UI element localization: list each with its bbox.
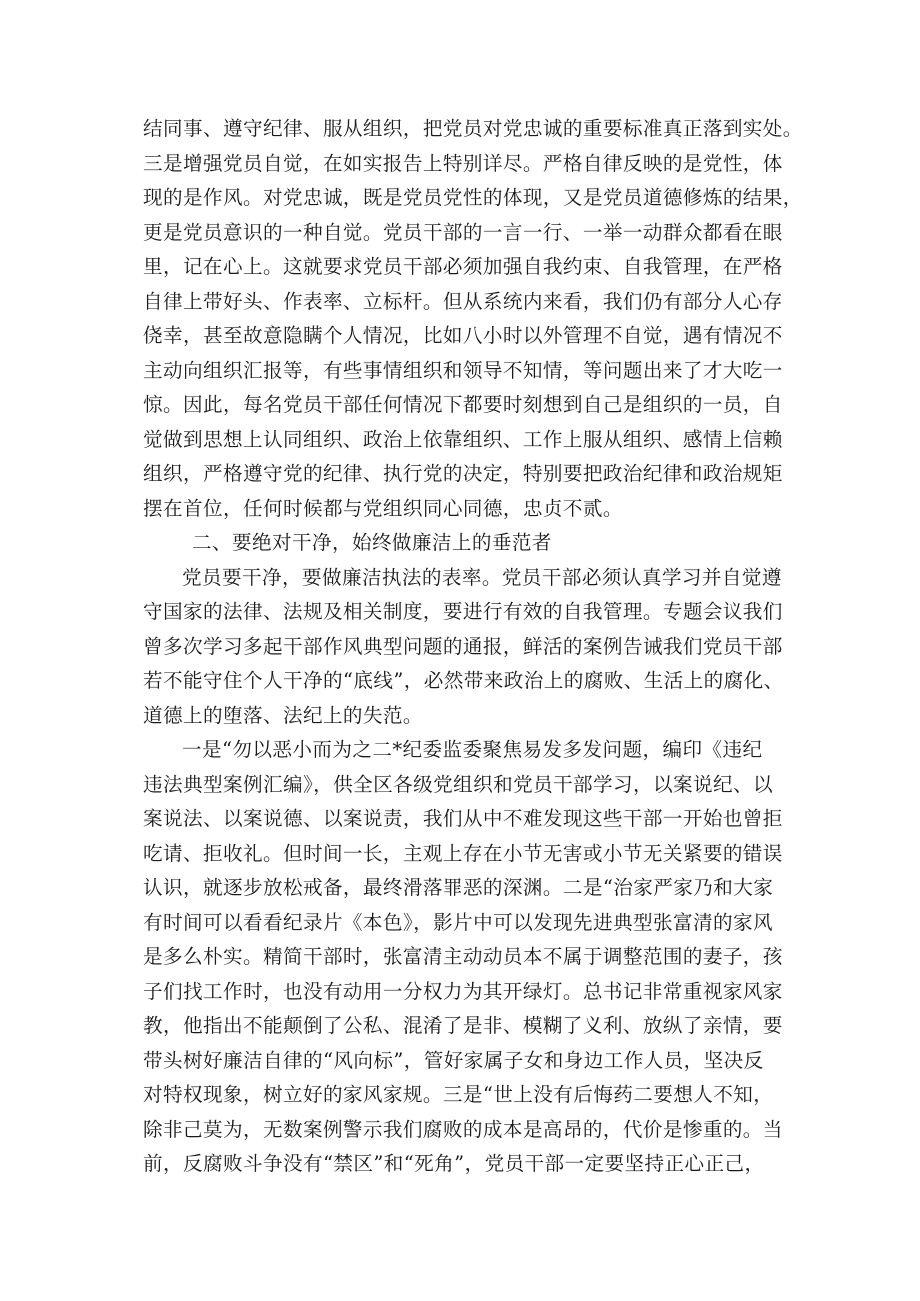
text-line: 子们找工作时，也没有动用一分权力为其开绿灯。总书记非常重视家风家 <box>143 979 783 1003</box>
text-line: 吃请、拒收礼。但时间一长，主观上存在小节无害或小节无关紧要的错误 <box>143 841 783 865</box>
section-heading: 二、要绝对干净，始终做廉洁上的垂范者 <box>192 531 552 554</box>
body-text <box>143 112 803 1182</box>
text-line: 违法典型案例汇编》，供全区各级党组织和党员干部学习，以案说纪、以 <box>143 772 773 796</box>
text-line: 自律上带好头、作表率、立标杆。但从系统内来看，我们仍有部分人心存 <box>143 289 783 313</box>
text-line: 除非己莫为，无数案例警示我们腐败的成本是高昂的，代价是惨重的。当 <box>143 1117 783 1141</box>
text-line: 案说法、以案说德、以案说责，我们从中不难发现这些干部一开始也曾拒 <box>143 807 783 830</box>
text-line: 是多么朴实。精简干部时，张富清主动动员本不属于调整范围的妻子，孩 <box>143 945 783 968</box>
text-line: 组织，严格遵守党的纪律、执行党的决定，特别要把政治纪律和政治规矩 <box>143 462 783 485</box>
text-line: 带头树好廉洁自律的“风向标”，管好家属子女和身边工作人员，坚决反 <box>143 1048 764 1072</box>
text-line: 侥幸，甚至故意隐瞒个人情况，比如八小时以外管理不自觉，遇有情况不 <box>143 324 783 347</box>
text-line: 现的是作风。对党忠诚，既是党员党性的体现，又是党员道德修炼的结果， <box>143 186 803 209</box>
text-line: 觉做到思想上认同组织、政治上依靠组织、工作上服从组织、感情上信赖 <box>143 427 783 451</box>
paragraph-first-line: 一是“勿以恶小而为之二*纪委监委聚焦易发多发问题，编印《违纪 <box>182 738 763 761</box>
paragraph-first-line: 党员要干净，要做廉洁执法的表率。党员干部必须认真学习并自觉遵 <box>182 565 782 589</box>
text-line: 摆在首位，任何时候都与党组织同心同德，忠贞不贰。 <box>143 496 623 520</box>
text-line: 三是增强党员自觉，在如实报告上特别详尽。严格自律反映的是党性，体 <box>143 151 783 175</box>
text-line: 惊。因此，每名党员干部任何情况下都要时刻想到自己是组织的一员，自 <box>143 393 783 416</box>
text-line: 若不能守住个人干净的“底线”，必然带来政治上的腐败、生活上的腐化、 <box>143 669 784 692</box>
text-line: 认识，就逐步放松戒备，最终滑落罪恶的深渊。二是“治家严家乃和大家 <box>143 876 774 899</box>
text-line: 主动向组织汇报等，有些事情组织和领导不知情，等问题出来了才大吃一 <box>143 358 783 382</box>
text-line: 有时间可以看看纪录片《本色》，影片中可以发现先进典型张富清的家风 <box>143 910 773 934</box>
text-line: 更是党员意识的一种自觉。党员干部的一言一行、一举一动群众都看在眼 <box>143 220 783 244</box>
text-line: 对特权现象，树立好的家风家规。三是“世上没有后悔药二要想人不知， <box>143 1083 774 1106</box>
text-line: 结同事、遵守纪律、服从组织，把党员对党忠诚的重要标准真正落到实处。 <box>143 117 803 140</box>
text-line: 里，记在心上。这就要求党员干部必须加强自我约束、自我管理，在严格 <box>143 255 783 278</box>
text-line: 曾多次学习多起干部作风典型问题的通报，鲜活的案例告诫我们党员干部 <box>143 634 783 658</box>
text-line: 教，他指出不能颠倒了公私、混淆了是非、模糊了义利、放纵了亲情，要 <box>143 1014 783 1037</box>
text-line: 道德上的堕落、法纪上的失范。 <box>143 703 423 727</box>
text-line: 前，反腐败斗争没有“禁区”和“死角”，党员干部一定要坚持正心正己， <box>143 1152 765 1175</box>
text-line: 守国家的法律、法规及相关制度，要进行有效的自我管理。专题会议我们 <box>143 600 783 623</box>
